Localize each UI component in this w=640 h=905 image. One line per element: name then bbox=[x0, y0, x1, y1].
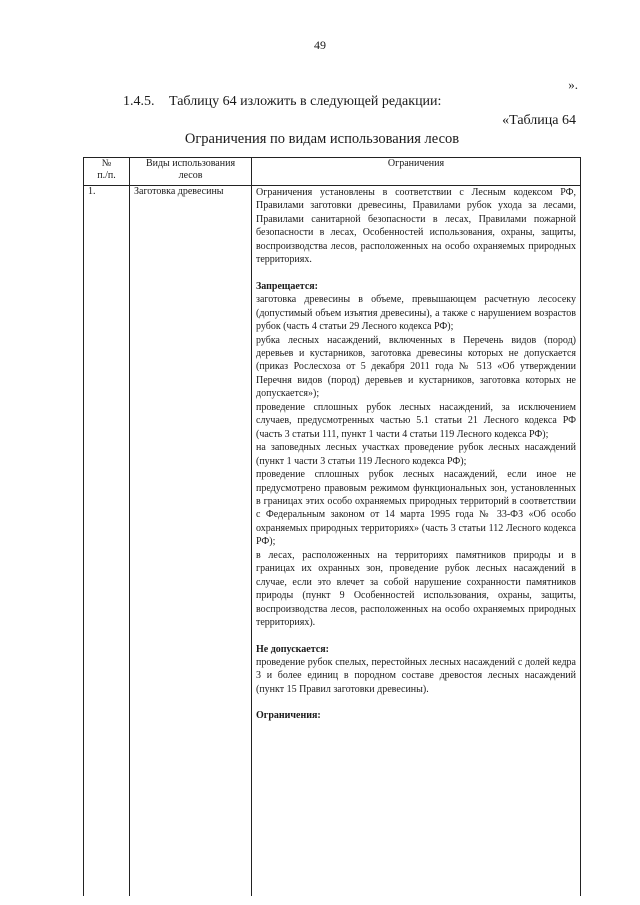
prohibited-item: на заповедных лесных участках проведение рубок лесных насаждений (пункт 1 части 3 статьи 119 Лесного кодекса РФ); bbox=[256, 442, 576, 467]
row-use-type: Заготовка древесины bbox=[130, 186, 252, 897]
document-title: Ограничения по видам использования лесов bbox=[184, 131, 460, 147]
table-header-row bbox=[84, 158, 581, 186]
table-label: «Таблица 64 bbox=[502, 113, 576, 128]
section-text: Таблицу 64 изложить в следующей редакции: bbox=[169, 94, 442, 109]
prohibited-heading: Запрещается: bbox=[256, 280, 319, 292]
header-use-type: Виды использования лесов bbox=[130, 158, 252, 186]
restrictions-table bbox=[83, 157, 581, 896]
prohibited-item: рубка лесных насаждений, включенных в Перечень видов (пород) деревьев и кустарников, заготовка древесины которых не допускается (приказ Рослесхоза от 5 декабря 2011 года № 513 «Об утверждении Перечня видов (пород) деревьев и кустарников, заготовка которых не допускается»); bbox=[256, 334, 576, 400]
prohibited-item: проведение сплошных рубок лесных насаждений, если иное не предусмотрено правовым режимом функциональных зон, установленных в границах этих особо охраняемых природных территорий в соответствии с Федеральным законом от 14 марта 1995 года № 33-ФЗ «Об особо охраняемых природных территориях» (часть 3 статьи 112 Лесного кодекса РФ); bbox=[256, 469, 576, 548]
prohibited-item: проведение сплошных рубок лесных насаждений, за исключением случаев, предусмотренных частью 5.1 статьи 21 Лесного кодекса РФ (часть 3 статьи 111, пункт 1 части 4 статьи 119 Лесного кодекса РФ); bbox=[256, 401, 576, 440]
page-number: 49 bbox=[314, 38, 326, 52]
not-allowed-heading: Не допускается: bbox=[256, 643, 329, 655]
header-number: № п./п. bbox=[84, 158, 130, 186]
intro-paragraph: Ограничения установлены в соответствии с Лесным кодексом РФ, Правилами заготовки древесины, Правилами рубок ухода за лесами, Правилами санитарной безопасности в лесах, Правилами пожарной безопасности в лесах, Особенностей использования, охраны, защиты, воспроизводства лесов, расположенных на особо охраняемых природных территориях. bbox=[256, 187, 576, 266]
closing-quote: ». bbox=[568, 77, 578, 92]
row-number: 1. bbox=[84, 186, 130, 897]
row-restrictions bbox=[252, 186, 581, 897]
prohibited-item: заготовка древесины в объеме, превышающем расчетную лесосеку (допустимый объем изъятия древесины), а также с нарушением возрастов рубок (часть 4 статьи 29 Лесного кодекса РФ); bbox=[256, 294, 576, 333]
prohibited-item: в лесах, расположенных на территориях памятников природы и в границах их охранных зон, проведение рубок лесных насаждений в случае, если это влечет за собой нарушение сохранности памятников природы (пункт 9 Особенностей использования, охраны, защиты, воспроизводства лесов, расположенных на особо охраняемых природных территориях). bbox=[256, 549, 576, 629]
section-line bbox=[123, 94, 441, 110]
not-allowed-item: проведение рубок спелых, перестойных лесных насаждений с долей кедра 3 и более единиц в породном составе древостоя лесных насаждений (пункт 15 Правил заготовки древесины). bbox=[256, 656, 576, 695]
limits-heading: Ограничения: bbox=[256, 710, 321, 722]
section-number: 1.4.5. bbox=[123, 94, 155, 109]
header-restrictions: Ограничения bbox=[252, 158, 581, 186]
table-row bbox=[84, 186, 581, 897]
